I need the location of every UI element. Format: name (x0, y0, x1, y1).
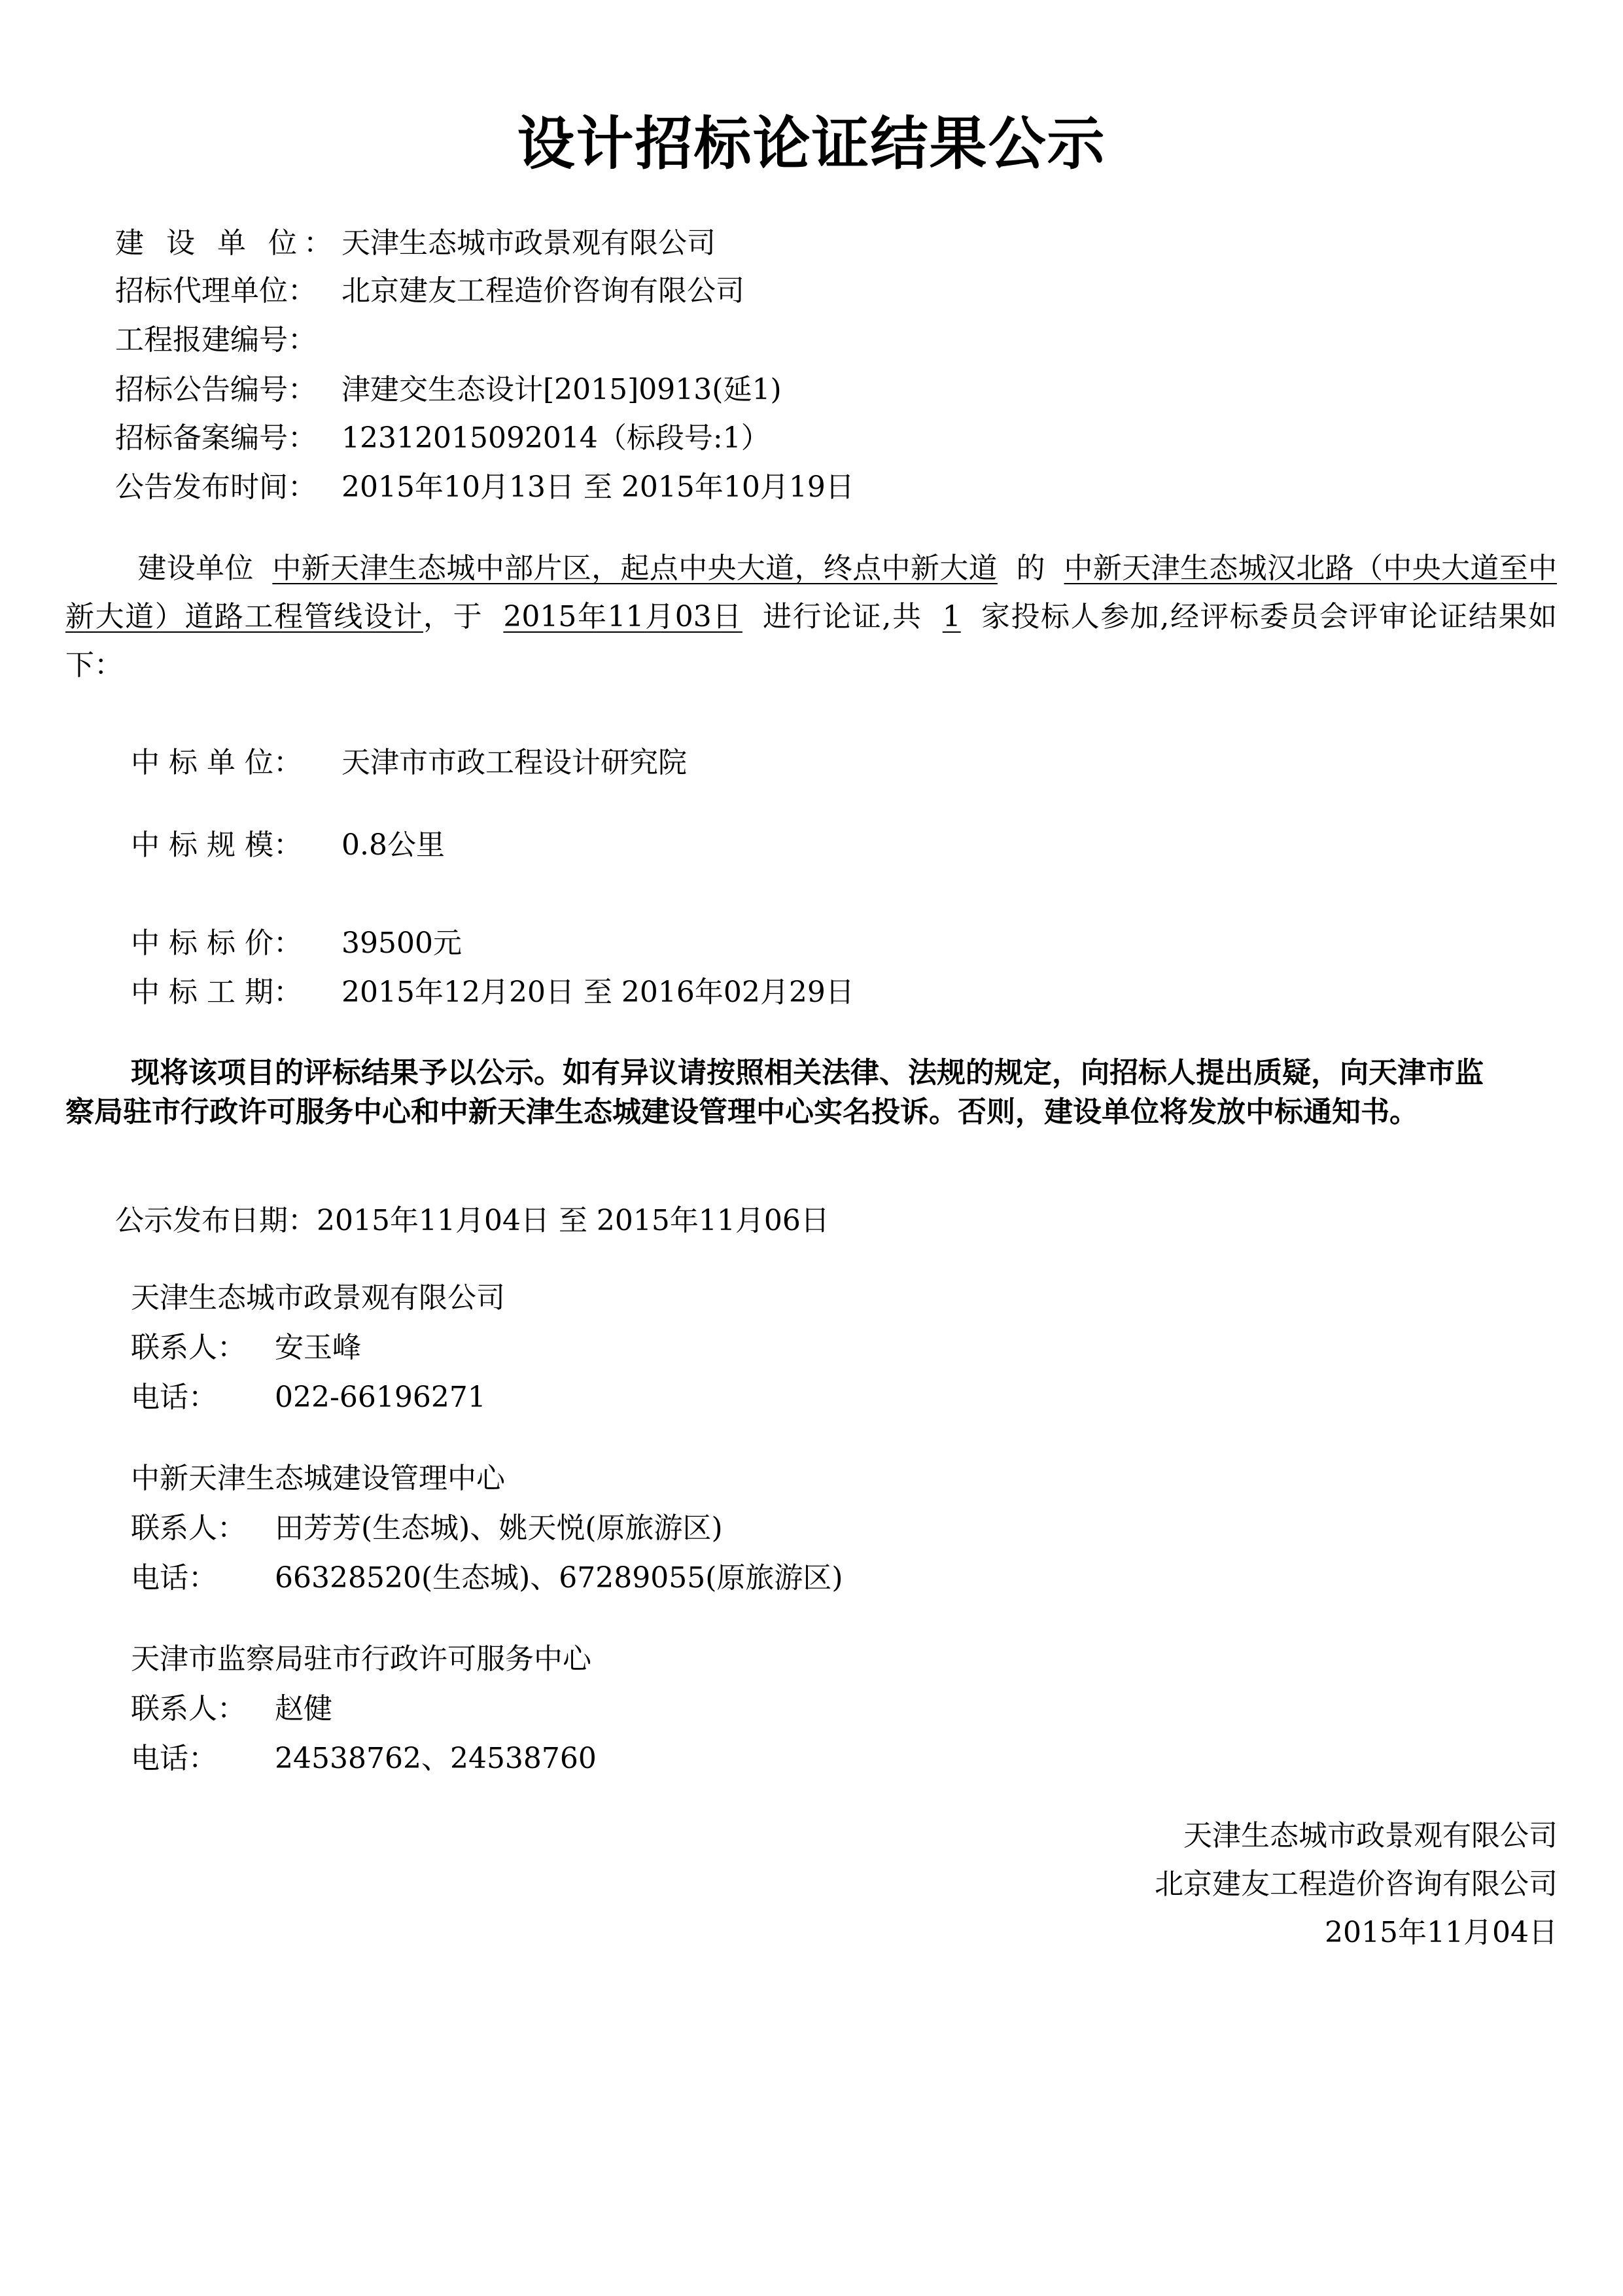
contact-person: 联系人： 安玉峰 (131, 1331, 361, 1364)
header-label: 招标公告编号： (115, 373, 317, 406)
contact-phone: 电话： 022-66196271 (131, 1381, 486, 1414)
result-value: 天津市市政工程设计研究院 (341, 746, 687, 779)
header-value: 津建交生态设计[2015]0913(延1) (341, 373, 782, 406)
contact-person: 联系人： 田芳芳(生态城)、姚天悦(原旅游区) (131, 1511, 723, 1545)
contact-org: 天津市监察局驻市行政许可服务中心 (131, 1642, 591, 1676)
contact-org: 中新天津生态城建设管理中心 (131, 1462, 505, 1495)
result-label: 中 标 标 价： (131, 927, 302, 960)
result-value: 2015年12月20日 至 2016年02月29日 (341, 976, 854, 1009)
result-label: 中 标 规 模： (131, 828, 302, 862)
construction-location: 中新天津生态城中部片区，起点中央大道，终点中新大道 (272, 552, 998, 585)
contact-phone: 电话： 66328520(生态城)、67289055(原旅游区) (131, 1561, 843, 1595)
signature-date: 2015年11月04日 (1325, 1916, 1558, 1949)
result-winner (131, 743, 687, 783)
project-name: 中新天津生态城汉北路（中央大道至中新大道）道路工程管线设计 (65, 552, 1557, 633)
contact-person: 联系人： 赵健 (131, 1692, 332, 1725)
signature-org-2: 北京建友工程造价咨询有限公司 (1155, 1867, 1558, 1901)
header-row-announcement-no (115, 370, 782, 410)
header-label: 公告发布时间： (115, 470, 317, 504)
header-label: 工程报建编号： (115, 323, 317, 357)
bidder-count: 1 (942, 600, 961, 633)
header-value: 北京建友工程造价咨询有限公司 (341, 274, 744, 308)
notice-paragraph: 现将该项目的评标结果予以公示。如有异议请按照相关法律、法规的规定，向招标人提出质疑，向天津市监察局驻市行政许可服务中心和中新天津生态城建设管理中心实名投诉。否则，建设单位将发放中标通知书。 (65, 1056, 1484, 1129)
header-value: 2015年10月13日 至 2015年10月19日 (341, 470, 854, 504)
header-row-agency (115, 272, 744, 311)
contact-org: 天津生态城市政景观有限公司 (131, 1281, 505, 1315)
header-label: 招标备案编号： (115, 421, 317, 455)
review-date: 2015年11月03日 (503, 600, 742, 633)
publish-date: 公示发布日期：2015年11月04日 至 2015年11月06日 (115, 1204, 829, 1237)
intro-paragraph: 建设单位 中新天津生态城中部片区，起点中央大道，终点中新大道 的 中新天津生态城汉北路（中央大道至中新大道）道路工程管线设计，于 2015年11月03日 进行论证,共 1 家投标人参加,经评标委员会评审论证结果如下： (65, 552, 1557, 682)
header-row-filing-no (115, 419, 770, 458)
signature-org-1: 天津生态城市政景观有限公司 (1183, 1819, 1558, 1852)
result-value: 0.8公里 (341, 828, 445, 862)
header-label: 建 设 单 位： (115, 226, 339, 260)
page-title: 设计招标论证结果公示 (517, 110, 1106, 177)
result-period (131, 973, 854, 1012)
header-value: 天津生态城市政景观有限公司 (341, 226, 716, 260)
header-label: 招标代理单位： (115, 274, 317, 308)
header-row-construction-unit (115, 224, 716, 263)
result-label: 中 标 单 位： (131, 746, 302, 779)
header-row-registration-no (115, 321, 341, 360)
result-price (131, 924, 462, 963)
result-value: 39500元 (341, 927, 462, 960)
header-value: 12312015092014（标段号:1） (341, 421, 770, 455)
result-scale (131, 826, 445, 865)
contact-phone: 电话： 24538762、24538760 (131, 1742, 597, 1775)
header-row-announcement-time (115, 468, 854, 507)
result-label: 中 标 工 期： (131, 976, 302, 1009)
